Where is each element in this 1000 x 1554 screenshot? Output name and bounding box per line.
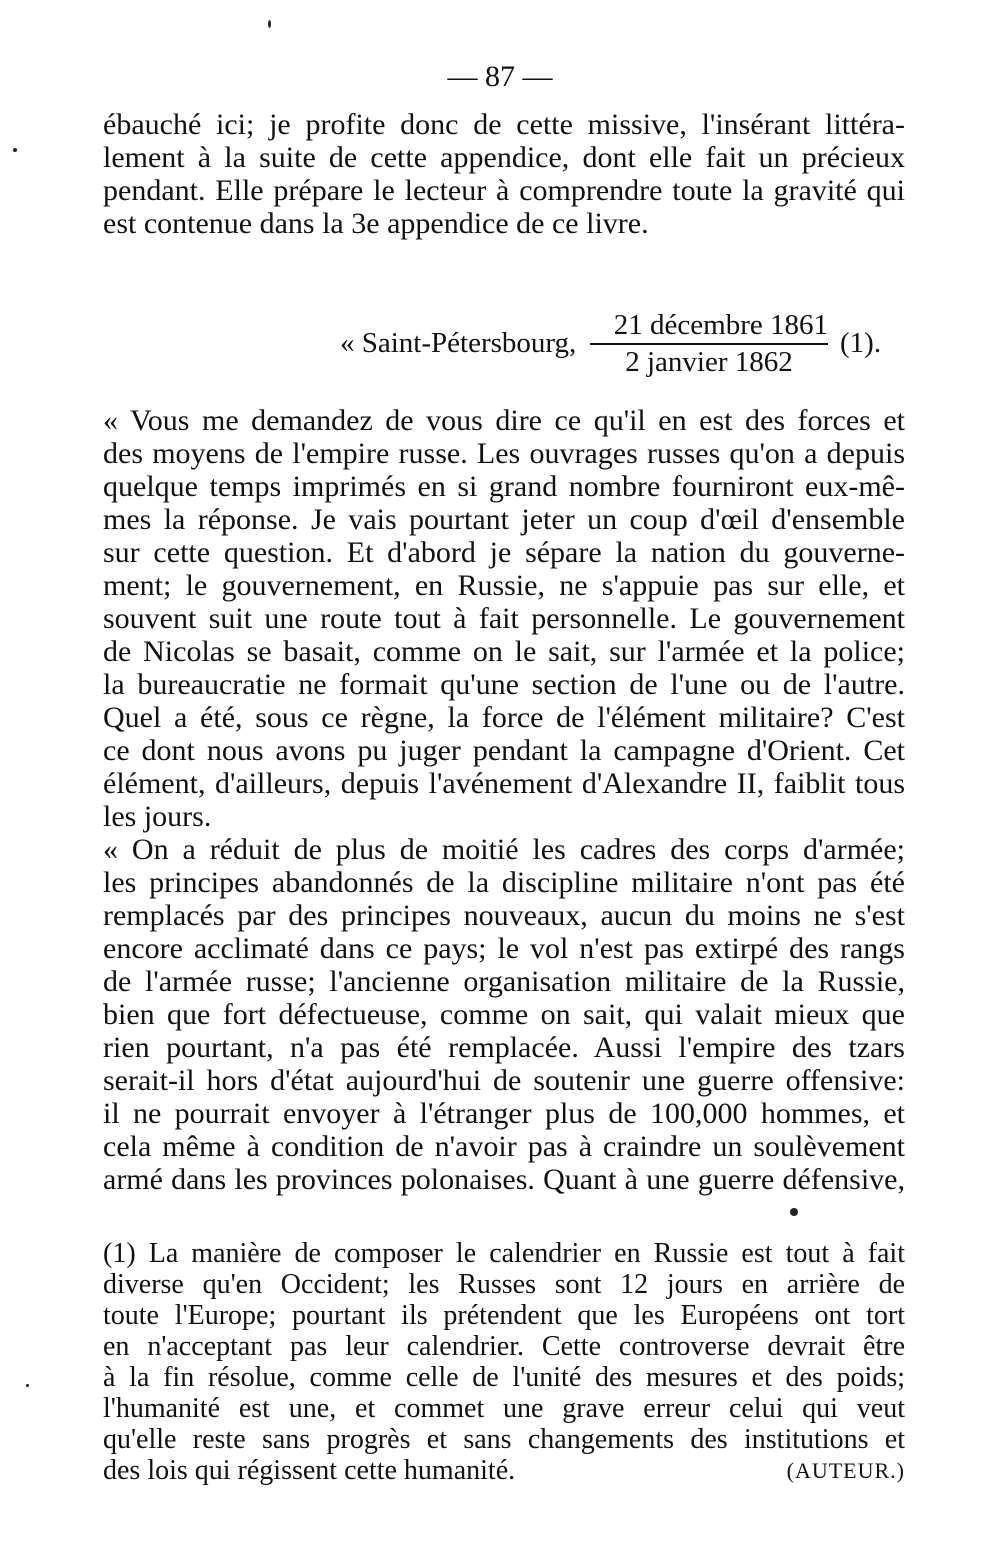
scan-speck <box>13 148 17 152</box>
text-line: souvent suit une route tout à fait personnelle. Le gouvernement <box>103 602 905 635</box>
footnote-reference: (1). <box>840 327 882 359</box>
dual-calendar-date <box>590 310 828 377</box>
text-line: est contenue dans la 3e appendice de ce livre. <box>103 207 649 240</box>
text-line: serait-il hors d'état aujourd'hui de soutenir une guerre offensive: <box>103 1064 905 1097</box>
text-line: lement à la suite de cette appendice, dont elle fait un précieux <box>103 141 905 174</box>
author-signature: (AUTEUR.) <box>786 1458 905 1483</box>
footnote-line: en n'acceptant pas leur calendrier. Cette controverse devrait être <box>103 1331 905 1362</box>
intro-paragraph <box>103 108 905 240</box>
text-line: mes la réponse. Je vais pourtant jeter un coup d'œil d'ensemble <box>103 503 905 536</box>
footnote-line: des lois qui régissent cette humanité. <box>103 1455 516 1486</box>
footnote-line: toute l'Europe; pourtant ils prétendent que les Européens ont tort <box>103 1300 905 1331</box>
footnote-line: diverse qu'en Occident; les Russes sont 12 jours en arrière de <box>103 1269 905 1300</box>
text-line: encore acclimaté dans ce pays; le vol n'est pas extirpé des rangs <box>103 932 905 965</box>
text-line: Quel a été, sous ce règne, la force de l'élément militaire? C'est <box>103 701 905 734</box>
text-line: ment; le gouvernement, en Russie, ne s'appuie pas sur elle, et <box>103 569 905 602</box>
letter-body <box>103 404 905 1196</box>
text-line: la bureaucratie ne formait qu'une section de l'une ou de l'autre. <box>103 668 905 701</box>
text-line: les jours. <box>103 800 212 833</box>
scan-speck <box>268 20 271 28</box>
scan-speck <box>26 1384 29 1387</box>
fraction-bar <box>590 343 828 345</box>
footnote <box>103 1238 905 1486</box>
text-line: ébauché ici; je profite donc de cette missive, l'insérant littéra- <box>103 108 905 141</box>
text-line: sur cette question. Et d'abord je sépare la nation du gouverne- <box>103 536 905 569</box>
text-line: des moyens de l'empire russe. Les ouvrages russes qu'on a depuis <box>103 437 905 470</box>
footnote-line: à la fin résolue, comme celle de l'unité des mesures et des poids; <box>103 1362 905 1393</box>
text-line: de l'armée russe; l'ancienne organisation militaire de la Russie, <box>103 965 905 998</box>
date-gregorian: 2 janvier 1862 <box>625 346 793 378</box>
footnote-line: qu'elle reste sans progrès et sans changements des institutions et <box>103 1424 905 1455</box>
text-line: élément, d'ailleurs, depuis l'avénement d'Alexandre II, faiblit tous <box>103 767 905 800</box>
text-line: rien pourtant, n'a pas été remplacée. Aussi l'empire des tzars <box>103 1031 905 1064</box>
footnote-line: l'humanité est une, et commet une grave erreur celui qui veut <box>103 1393 905 1424</box>
page-number: — 87 — <box>447 60 553 93</box>
text-line: il ne pourrait envoyer à l'étranger plus de 100,000 hommes, et <box>103 1097 905 1130</box>
text-line: de Nicolas se basait, comme on le sait, sur l'armée et la police; <box>103 635 905 668</box>
text-line: cela même à condition de n'avoir pas à craindre un soulèvement <box>103 1130 905 1163</box>
text-line: « On a réduit de plus de moitié les cadres des corps d'armée; <box>103 833 905 866</box>
text-line: ce dont nous avons pu juger pendant la campagne d'Orient. Cet <box>103 734 905 767</box>
dateline-place: « Saint-Pétersbourg, <box>340 327 577 359</box>
date-julian: 21 décembre 1861 <box>613 309 828 341</box>
text-line: « Vous me demandez de vous dire ce qu'il en est des forces et <box>103 404 905 437</box>
text-line: les principes abandonnés de la discipline militaire n'ont pas été <box>103 866 905 899</box>
text-line: pendant. Elle prépare le lecteur à comprendre toute la gravité qui <box>103 174 905 207</box>
footnote-last-line <box>103 1455 905 1486</box>
footnote-line: (1) La manière de composer le calendrier en Russie est tout à fait <box>103 1238 905 1269</box>
text-line: quelque temps imprimés en si grand nombre fourniront eux-mê- <box>103 470 905 503</box>
scan-speck <box>790 1208 798 1216</box>
text-line: remplacés par des principes nouveaux, aucun du moins ne s'est <box>103 899 905 932</box>
letter-dateline <box>340 310 880 380</box>
text-line: bien que fort défectueuse, comme on sait, qui valait mieux que <box>103 998 905 1031</box>
text-line: armé dans les provinces polonaises. Quant à une guerre défensive, <box>103 1163 905 1196</box>
